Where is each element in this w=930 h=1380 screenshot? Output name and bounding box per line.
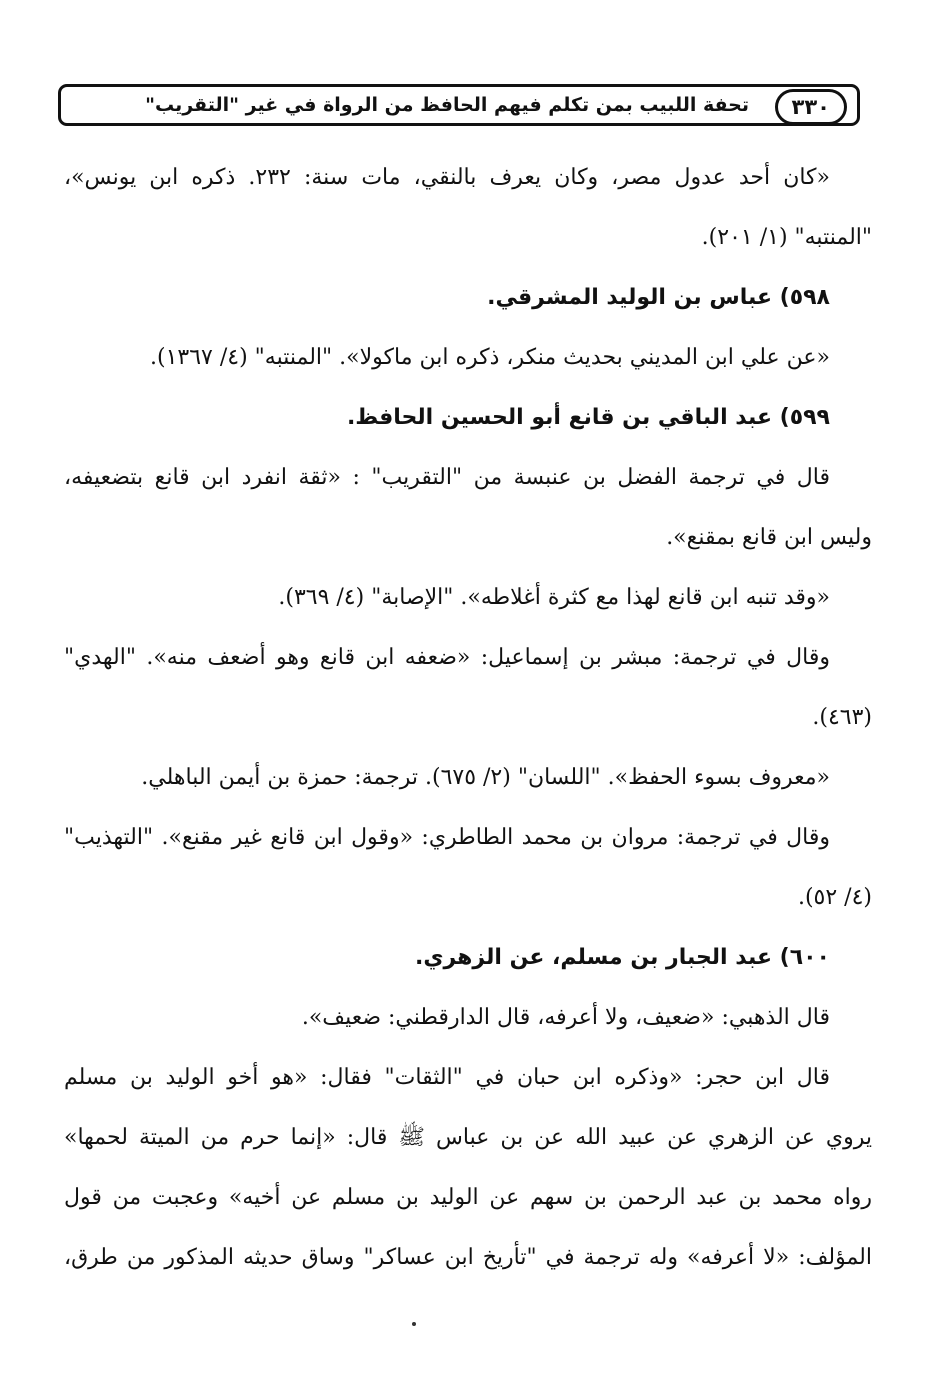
text-line: «عن علي ابن المديني بحديث منكر، ذكره ابن ماكولا». "المنتبه" (٤/ ١٣٦٧). <box>150 345 830 370</box>
text-line: قال الذهبي: «ضعيف، ولا أعرفه، قال الدارقطني: ضعيف». <box>301 1005 830 1030</box>
text-line: «وقد تنبه ابن قانع لهذا مع كثرة أغلاطه». "الإصابة" (٤/ ٣٦٩). <box>278 585 830 610</box>
page-header <box>58 84 860 126</box>
text-line: المؤلف: «لا أعرفه» وله ترجمة في "تأريخ ابن عساكر" وساق حديثه المذكور من طرق، <box>64 1245 872 1270</box>
text-line: «كان أحد عدول مصر، وكان يعرف بالنقي، مات سنة: ٢٣٢. ذكره ابن يونس»، <box>64 165 830 190</box>
entry-heading: ٥٩٨) عباس بن الوليد المشرقي. <box>487 285 830 310</box>
text-line: "المنتبه" (١/ ٢٠١). <box>701 225 872 250</box>
page-body <box>64 148 872 1288</box>
text-line: رواه محمد بن عبد الرحمن بن سهم عن الوليد بن مسلم عن أخيه» وعجبت من قول <box>64 1185 872 1210</box>
page-number: ٣٣٠ <box>775 89 847 125</box>
text-line: وقال في ترجمة: مبشر بن إسماعيل: «ضعفه ابن قانع وهو أضعف منه». "الهدي" <box>64 645 830 670</box>
text-line: قال في ترجمة الفضل بن عنبسة من "التقريب" : «ثقة انفرد ابن قانع بتضعيفه، <box>64 465 830 490</box>
running-title: تحفة اللبيب بمن تكلم فيهم الحافظ من الرواة في غير "التقريب" <box>145 94 749 116</box>
text-line: وقال في ترجمة: مروان بن محمد الطاطري: «وقول ابن قانع غير مقنع». "التهذيب" <box>64 825 830 850</box>
entry-heading: ٥٩٩) عبد الباقي بن قانع أبو الحسين الحافظ. <box>346 405 830 430</box>
text-line: وليس ابن قانع بمقنع». <box>666 525 872 550</box>
entry-heading: ٦٠٠) عبد الجبار بن مسلم، عن الزهري. <box>414 945 830 970</box>
text-line: (٤٦٣). <box>812 705 872 730</box>
text-line: قال ابن حجر: «وذكره ابن حبان في "الثقات" فقال: «هو أخو الوليد بن مسلم <box>64 1065 830 1090</box>
text-line: (٤/ ٥٢). <box>797 885 872 910</box>
page-mark-dot <box>412 1322 416 1326</box>
text-line: «معروف بسوء الحفظ». "اللسان" (٢/ ٦٧٥). ترجمة: حمزة بن أيمن الباهلي. <box>141 765 830 790</box>
text-line: يروي عن الزهري عن عبيد الله عن بن عباس ﷺ قال: «إنما حرم من الميتة لحمها» <box>64 1125 872 1150</box>
